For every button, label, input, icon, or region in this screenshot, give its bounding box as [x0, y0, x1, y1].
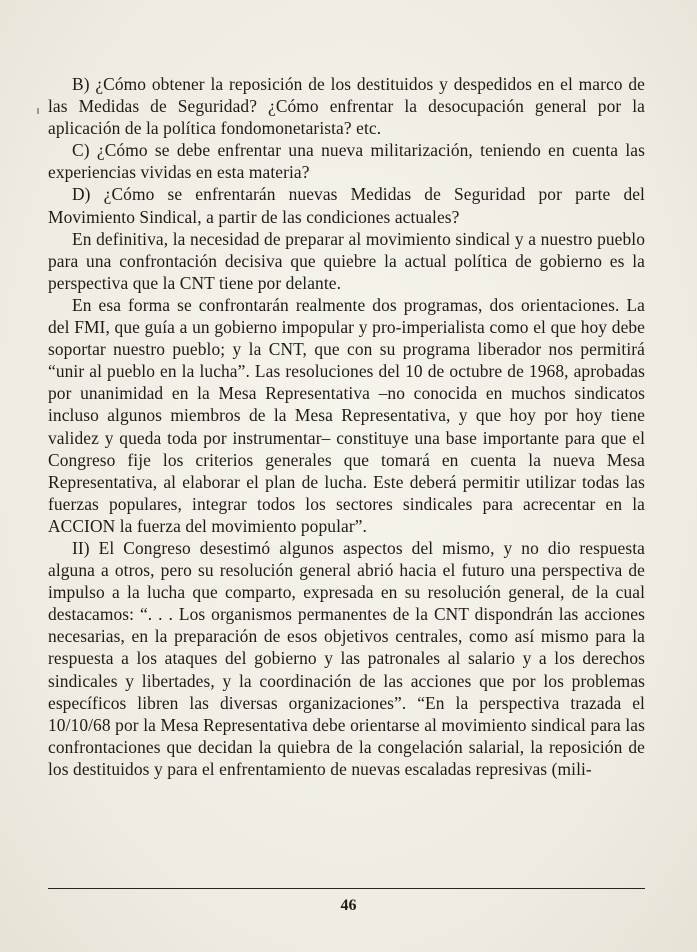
footer-rule	[48, 888, 645, 889]
paragraph-en-definitiva: En definitiva, la necesidad de preparar al movimiento sindical y a nuestro pueblo para una confrontación decisiva que quiebre la actual política de gobierno es la perspectiva que la CNT tiene por delante.	[48, 228, 645, 293]
page-number: 46	[340, 897, 357, 914]
paragraph-d: D) ¿Cómo se enfrentarán nuevas Medidas de Seguridad por parte del Movimiento Sindical, a partir de las condiciones actuales?	[48, 184, 645, 227]
paragraph-c: C) ¿Cómo se debe enfrentar una nueva militarización, teniendo en cuenta las experiencias vividas en esta materia?	[48, 140, 645, 183]
paragraph-ii: II) El Congreso desestimó algunos aspectos del mismo, y no dio respuesta alguna a otros, pero su resolución general abrió hacia el futuro una perspectiva de impulso a la lucha que comparto, expresada en su resolución general, de la cual destacamos: “. . . Los organismos permanentes de la CNT dispondrán las acciones necesarias, en la preparación de esos objetivos centrales, como así mismo para la respuesta a los ataques del gobierno y las patronales al salario y a los derechos sindicales y libertades, y la coordinación de las acciones que por los problemas específicos libren las diversas organizaciones”. “En la perspectiva trazada el 10/10/68 por la Mesa Representativa debe orientarse al movimiento sindical para las confrontaciones que decidan la quiebra de la congelación salarial, la reposición de los destituidos y para el enfrentamiento de nuevas escaladas represivas (mili-	[48, 537, 645, 779]
body-text	[48, 73, 645, 780]
margin-mark	[37, 108, 39, 114]
paragraph-en-esa-forma: En esa forma se confrontarán realmente dos programas, dos orientaciones. La del FMI, que guía a un gobierno impopular y pro-imperialista como el que hoy debe soportar nuestro pueblo; y la CNT, que con su programa liberador nos permitirá “unir al pueblo en la lucha”. Las resoluciones del 10 de octubre de 1968, aprobadas por unanimidad en la Mesa Representativa –no conocida en muchos sindicatos incluso algunos miembros de la Mesa Representativa, y que hoy por hoy tiene validez y queda toda por instrumentar– constituye una base importante para que el Congreso fije los criterios generales que tomará en cuenta la nueva Mesa Representativa, al elaborar el plan de lucha. Este deberá permitir utilizar todas las fuerzas populares, integrar todos los sectores sindicales para acrecentar en la ACCION la fuerza del movimiento popular”.	[48, 294, 645, 536]
paragraph-b: B) ¿Cómo obtener la reposición de los destituidos y despedidos en el marco de las Medidas de Seguridad? ¿Cómo enfrentar la desocupación general por la aplicación de la política fondomonetarista? etc.	[48, 74, 645, 139]
